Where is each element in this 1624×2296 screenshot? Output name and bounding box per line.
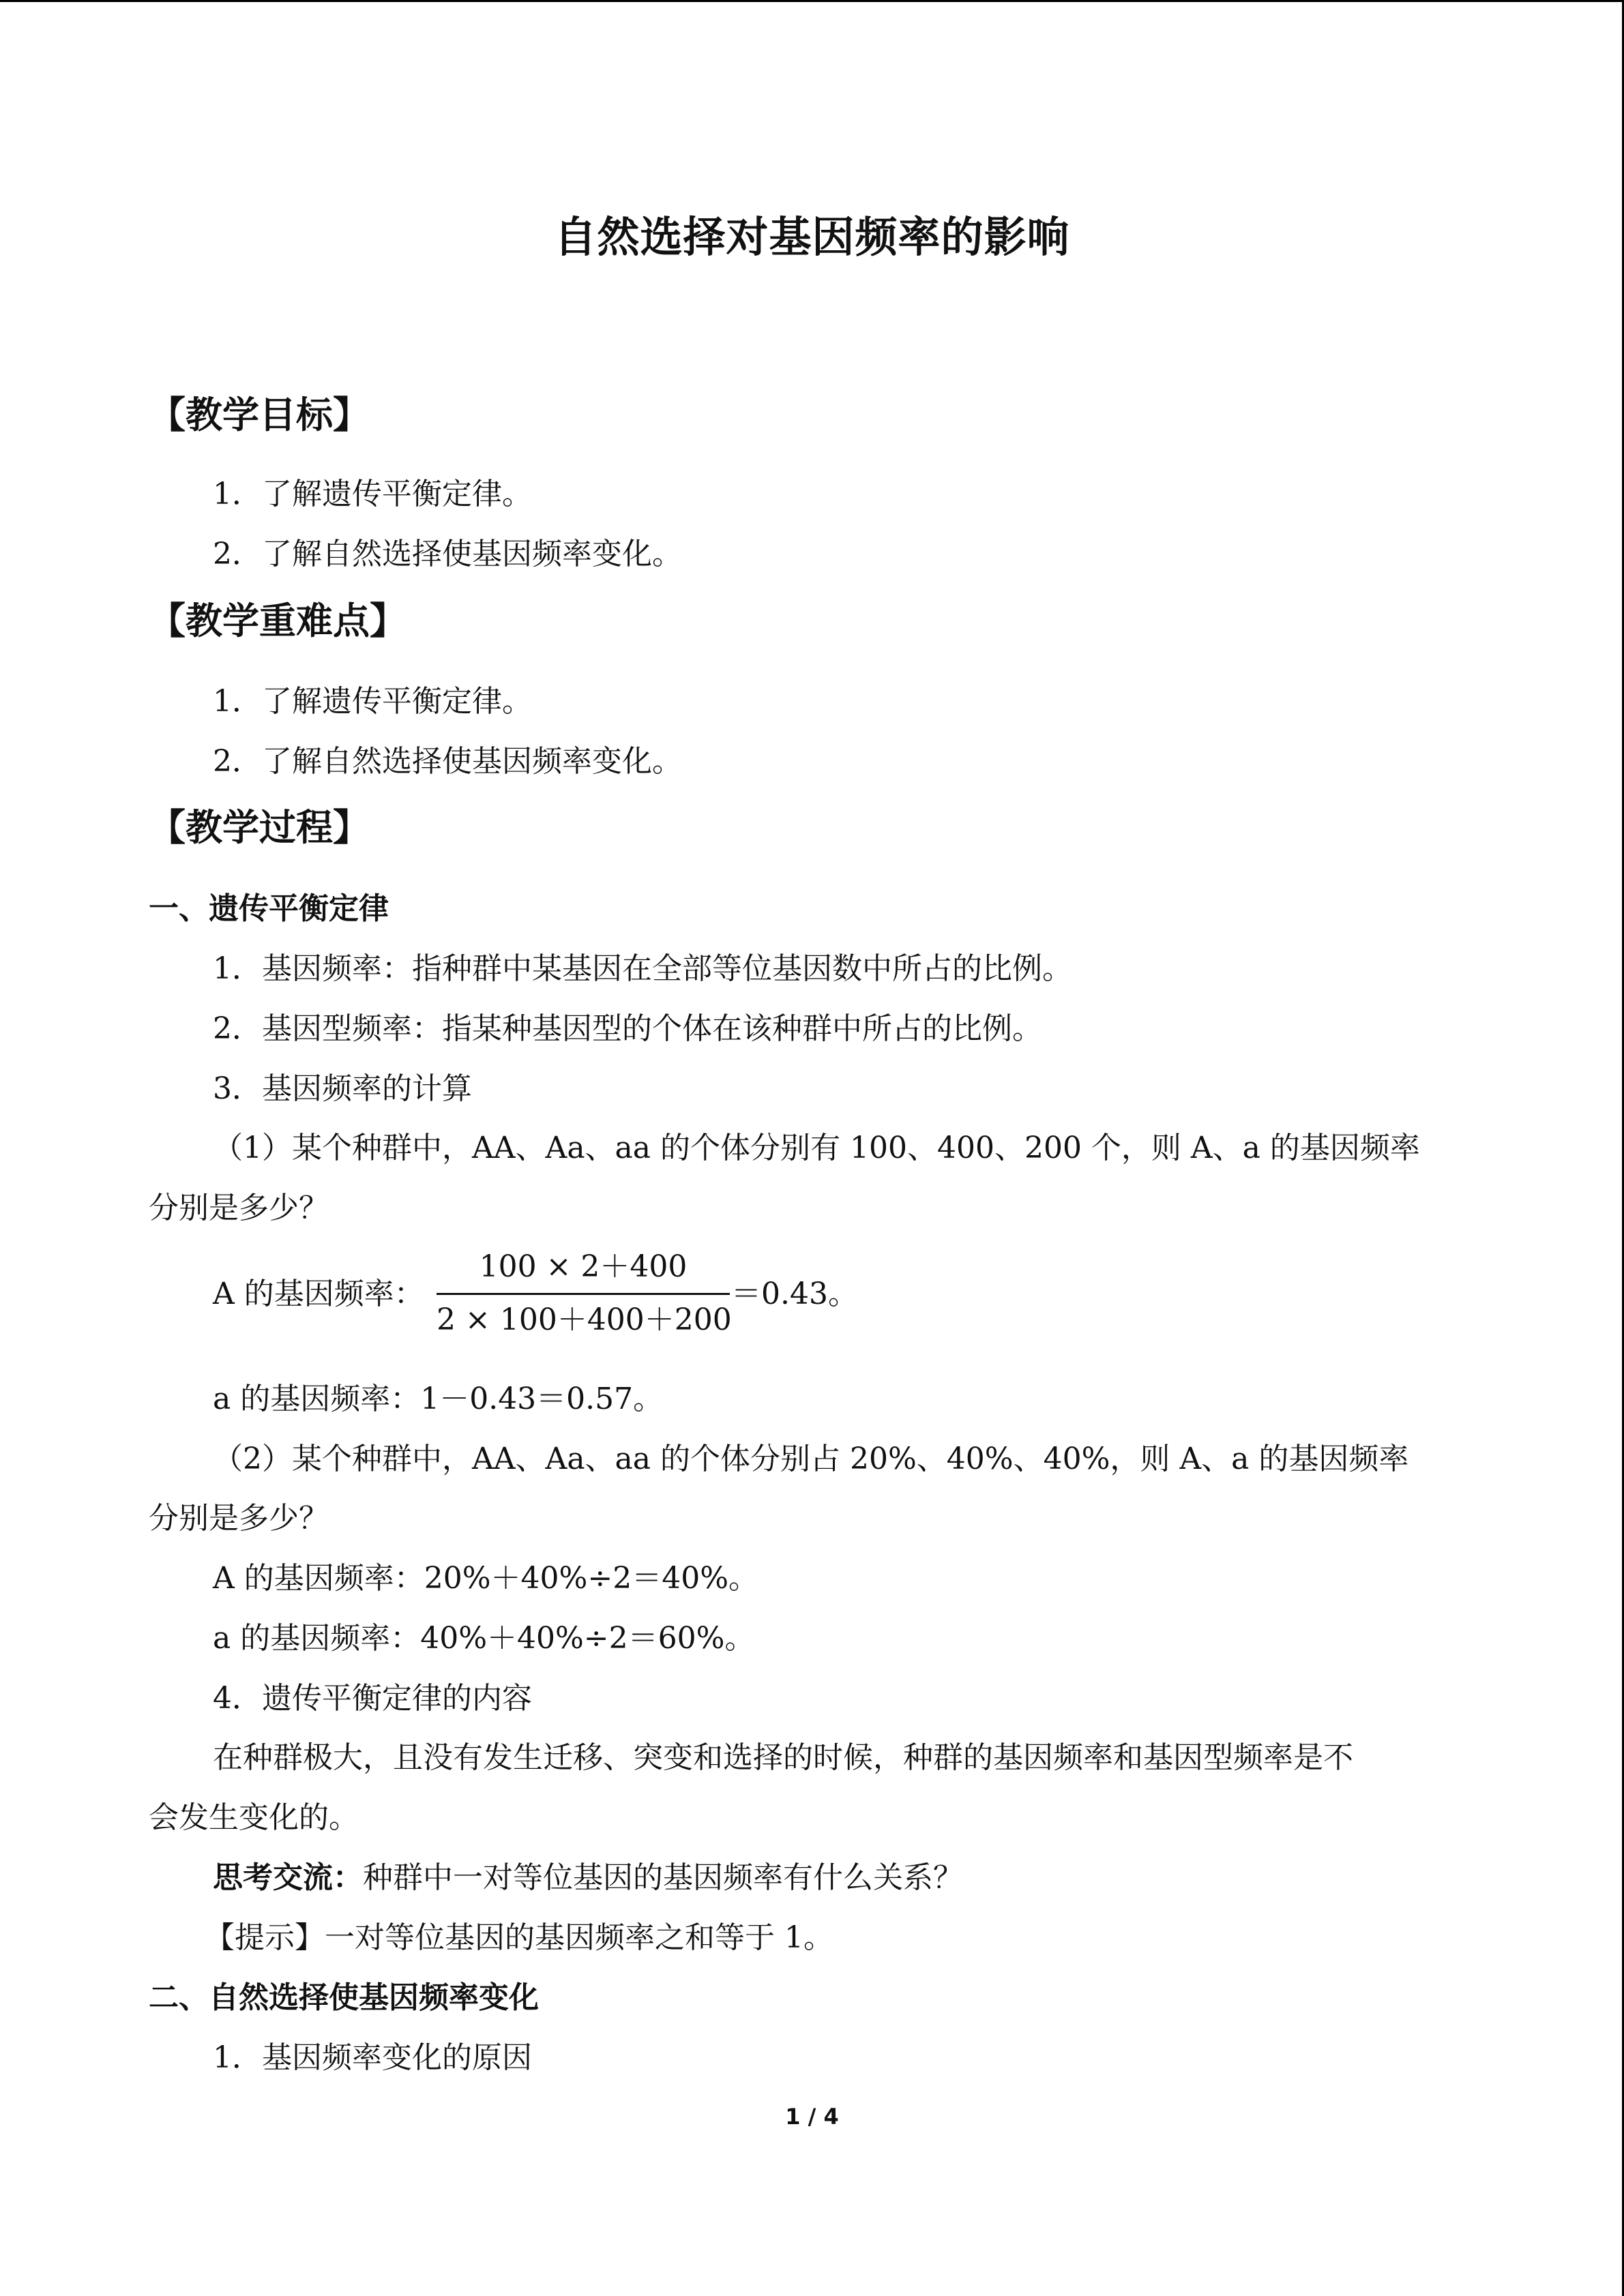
frequency-change-cause: 1．基因频率变化的原因 [213,2040,532,2075]
fraction-result: ＝0.43。 [731,1277,858,1311]
question-1-line-1: （1）某个种群中，AA、Aa、aa 的个体分别有 100、400、200 个，则 A、a 的基因频率 [213,1131,1420,1165]
calculation-heading: 3．基因频率的计算 [213,1071,472,1106]
think-exchange-text: 种群中一对等位基因的基因频率有什么关系？ [363,1860,963,1895]
think-exchange-label: 思考交流： [213,1860,363,1895]
question-2-answer-small-a: a 的基因频率：40%＋40%÷2＝60%。 [213,1621,755,1656]
fraction-bar [437,1293,730,1295]
document-title: 自然选择对基因频率的影响 [554,212,1070,262]
page-number: 1 / 4 [785,2104,839,2130]
genotype-frequency-definition: 2．基因型频率：指某种基因型的个体在该种群中所占的比例。 [213,1011,1042,1046]
small-a-frequency: a 的基因频率：1－0.43＝0.57。 [213,1382,664,1416]
fraction-numerator: 100 × 2＋400 [479,1249,688,1284]
key-points-heading: 【教学重难点】 [149,599,407,642]
objective-item-1: 1．了解遗传平衡定律。 [213,477,532,511]
question-1-line-2: 分别是多少？ [149,1191,329,1225]
law-content-line-2: 会发生变化的。 [149,1800,359,1835]
fraction-denominator: 2 × 100＋400＋200 [437,1302,732,1337]
process-heading: 【教学过程】 [149,806,370,849]
hint-line: 【提示】一对等位基因的基因频率之和等于 1。 [205,1920,833,1955]
question-2-answer-a: A 的基因频率：20%＋40%÷2＝40%。 [213,1561,759,1596]
law-content-heading: 4．遗传平衡定律的内容 [213,1681,532,1716]
objective-item-2: 2．了解自然选择使基因频率变化。 [213,537,682,571]
objectives-heading: 【教学目标】 [149,393,370,436]
part2-heading: 二、自然选择使基因频率变化 [149,1980,539,2015]
a-frequency-label: A 的基因频率： [213,1277,424,1311]
key-point-item-1: 1．了解遗传平衡定律。 [213,684,532,719]
page-border-top [0,0,1624,2]
law-content-line-1: 在种群极大，且没有发生迁移、突变和选择的时候，种群的基因频率和基因型频率是不 [213,1740,1353,1775]
think-exchange [213,1858,963,1898]
gene-frequency-definition: 1．基因频率：指种群中某基因在全部等位基因数中所占的比例。 [213,951,1072,986]
key-point-item-2: 2．了解自然选择使基因频率变化。 [213,744,682,779]
part1-heading: 一、遗传平衡定律 [149,891,389,926]
question-2-line-2: 分别是多少？ [149,1501,329,1536]
question-2-line-1: （2）某个种群中，AA、Aa、aa 的个体分别占 20%、40%、40%，则 A、a 的基因频率 [213,1442,1409,1476]
